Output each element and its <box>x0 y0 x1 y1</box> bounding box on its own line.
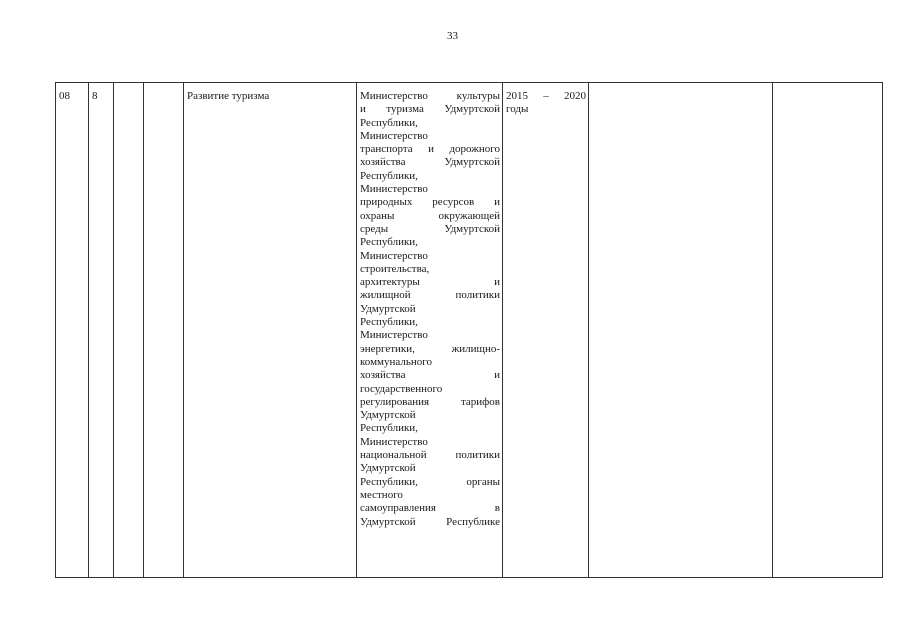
period-start: 2015 <box>506 90 528 102</box>
responsible-line: Республики, <box>360 169 418 182</box>
empty-cell <box>114 83 144 578</box>
responsible-line: коммунального <box>360 355 432 368</box>
responsible-line: Удмуртской <box>360 302 416 315</box>
responsible-line: архитектуры и <box>360 276 500 289</box>
responsible-line: энергетики, жилищно- <box>360 342 500 355</box>
responsible-line: Республики, <box>360 316 418 329</box>
empty-cell <box>589 83 773 578</box>
number-cell: 8 <box>89 83 114 578</box>
name-cell: Развитие туризма <box>184 83 357 578</box>
period-unit: годы <box>506 103 529 116</box>
responsible-line: Министерство культуры <box>360 90 500 102</box>
responsible-line: охраны окружающей <box>360 209 500 222</box>
responsible-line: жилищной политики <box>360 289 500 302</box>
period-end: 2020 <box>564 90 586 102</box>
responsible-line: Министерство <box>360 435 428 448</box>
responsible-line: среды Удмуртской <box>360 222 500 235</box>
responsible-line: местного <box>360 488 403 501</box>
responsible-line: Министерство <box>360 183 428 196</box>
responsible-line: Министерство <box>360 249 428 262</box>
responsible-line: Удмуртской Республике <box>360 515 500 528</box>
responsible-line: хозяйства Удмуртской <box>360 156 500 169</box>
program-table <box>55 82 883 578</box>
responsible-line: строительства, <box>360 262 430 275</box>
responsible-line: Министерство <box>360 329 428 342</box>
code-cell: 08 <box>56 83 89 578</box>
responsible-line: регулирования тарифов <box>360 395 500 408</box>
page-number: 33 <box>447 30 458 42</box>
responsible-line: Республики, <box>360 422 418 435</box>
responsible-cell <box>357 83 503 578</box>
table-row <box>56 83 883 578</box>
responsible-line: Министерство <box>360 129 428 142</box>
responsible-line: государственного <box>360 382 443 395</box>
responsible-line: транспорта и дорожного <box>360 143 500 156</box>
empty-cell <box>773 83 883 578</box>
period-dash: – <box>543 90 549 102</box>
empty-cell <box>144 83 184 578</box>
responsible-line: Удмуртской <box>360 409 416 422</box>
responsible-line: хозяйства и <box>360 369 500 382</box>
responsible-line: Республики, <box>360 236 418 249</box>
responsible-line: Удмуртской <box>360 462 416 475</box>
period-cell <box>503 83 589 578</box>
responsible-line: самоуправления в <box>360 502 500 515</box>
responsible-line: Республики, <box>360 116 418 129</box>
responsible-line: и туризма Удмуртской <box>360 103 500 116</box>
responsible-line: национальной политики <box>360 449 500 462</box>
responsible-line: природных ресурсов и <box>360 196 500 209</box>
responsible-line: Республики, органы <box>360 475 500 488</box>
